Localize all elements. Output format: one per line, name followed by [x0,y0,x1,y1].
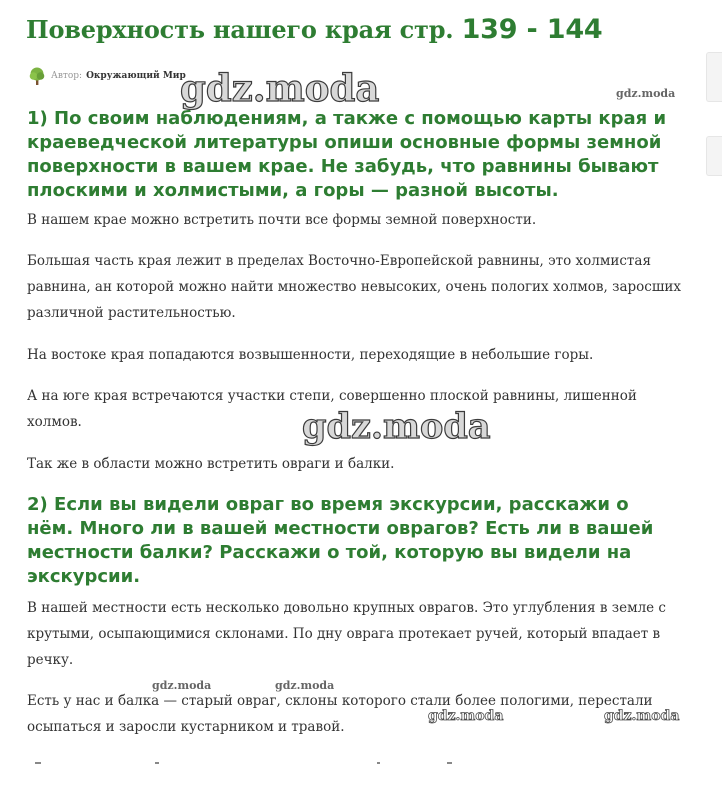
sidebar-edge [706,52,722,102]
watermark-medium: gdz.moda [428,708,504,724]
answer-paragraph: Так же в области можно встретить овраги и балки. [27,456,395,472]
watermark-small: gdz.moda [616,87,676,100]
answer-paragraph: Есть у нас и балка — старый овраг, склоны которого стали более пологими, перестали осыпаться и заросли кустарником и травой. [27,693,653,735]
answer-paragraph: В нашем крае можно встретить почти все формы земной поверхности. [27,212,537,228]
watermark-small: gdz.moda [152,679,212,692]
question-heading: 1) По своим наблюдениям, а также с помощью карты края и краеведческой литературы опиши основные формы земной поверхности в вашем крае. Не забудь, что равнины бывают плоскими и холмистыми, а горы — разной высоты. [27,108,667,201]
author-line [27,66,186,86]
answer-paragraph: А на юге края встречаются участки степи, совершенно плоской равнины, лишенной холмов. [27,388,637,430]
page-range: 139 - 144 [461,14,603,45]
page-title-text: Поверхность нашего края стр. [26,15,454,44]
sidebar-edge [706,136,722,176]
tree-icon [27,66,47,86]
watermark-medium: gdz.moda [604,708,680,724]
page-title [26,14,603,45]
watermark-logo: gdz.moda [180,66,380,110]
author-name-link[interactable]: Окружающий Мир [86,71,186,81]
answer-paragraph: Большая часть края лежит в пределах Восточно-Европейской равнины, это холмистая равнина, ан которой можно найти множество невысоких, очень пологих холмов, заросших различной растительностью. [27,253,681,321]
answer-paragraph: В нашей местности есть несколько довольно крупных оврагов. Это углубления в земле с крутыми, осыпающимися склонами. По дну оврага протекает ручей, который впадает в речку. [27,600,666,668]
question-heading: 2) Если вы видели овраг во время экскурсии, расскажи о нём. Много ли в вашей местности оврагов? Есть ли в вашей местности балки? Расскажи о той, которую вы видели на экскурсии. [27,494,654,587]
watermark-small: gdz.moda [275,679,335,692]
author-label: Автор: [51,71,83,81]
cropped-text-line [27,760,687,766]
answer-paragraph: На востоке края попадаются возвышенности, переходящие в небольшие горы. [27,347,594,363]
watermark-logo: gdz.moda [302,406,491,447]
